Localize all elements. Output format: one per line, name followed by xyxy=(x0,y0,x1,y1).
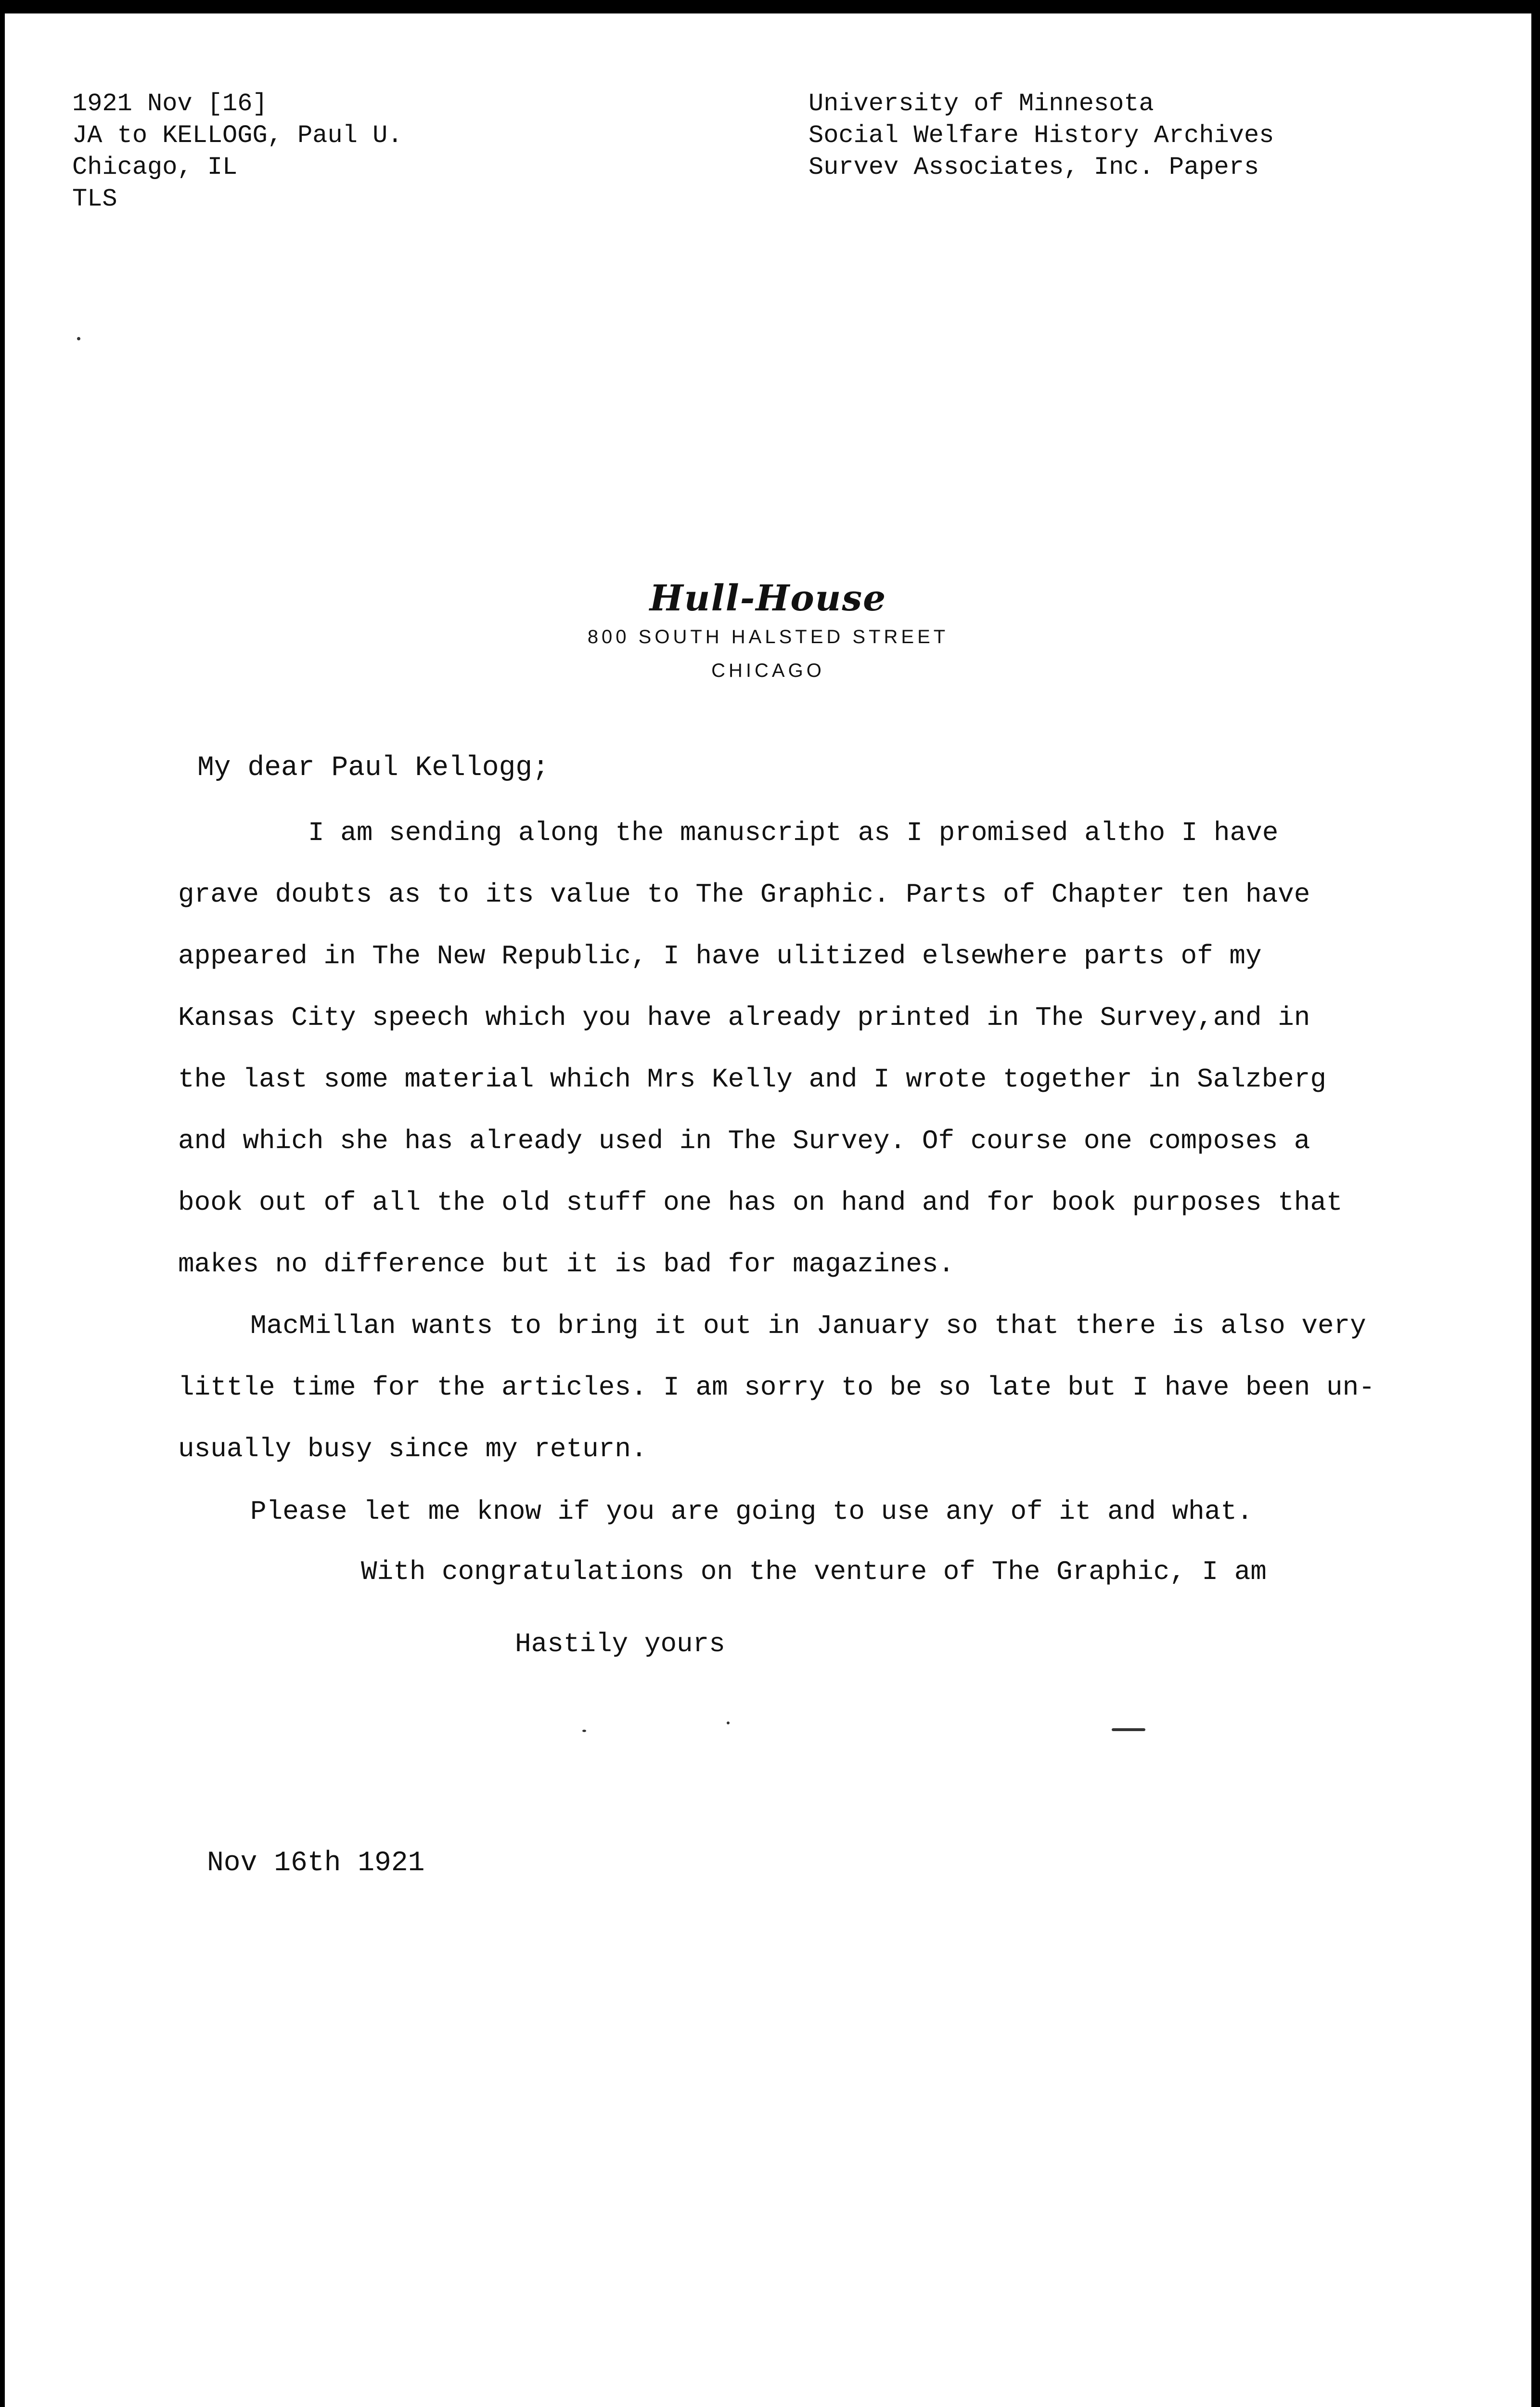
salutation: My dear Paul Kellogg; xyxy=(197,752,549,784)
body-line: MacMillan wants to bring it out in January so that there is also very xyxy=(250,1310,1366,1341)
archive-place: Chicago, IL xyxy=(72,153,238,181)
body-line: and which she has already used in The Survey. Of course one composes a xyxy=(178,1126,1310,1156)
repository-line-2: Social Welfare History Archives xyxy=(808,121,1274,150)
body-line: book out of all the old stuff one has on hand and for book purposes that xyxy=(178,1187,1343,1218)
body-line: Please let me know if you are going to use any of it and what. xyxy=(250,1496,1253,1527)
repository-line-3: Survev Associates, Inc. Papers xyxy=(808,153,1259,181)
body-line: the last some material which Mrs Kelly and I wrote together in Salzberg xyxy=(178,1064,1326,1095)
body-line: makes no difference but it is bad for magazines. xyxy=(178,1249,955,1280)
letter-page xyxy=(5,13,1531,2407)
letterhead-name: Hull-House xyxy=(649,578,887,619)
paper-speck xyxy=(1112,1728,1145,1731)
body-line: appeared in The New Republic, I have ulitized elsewhere parts of my xyxy=(178,941,1262,971)
repository-line-1: University of Minnesota xyxy=(808,90,1154,118)
letter-date: Nov 16th 1921 xyxy=(207,1848,425,1879)
archive-date: 1921 Nov [16] xyxy=(72,90,268,118)
letterhead-city: CHICAGO xyxy=(711,660,825,681)
paper-speck xyxy=(582,1730,586,1732)
body-line: I am sending along the manuscript as I promised altho I have xyxy=(308,817,1279,848)
body-line: With congratulations on the venture of The Graphic, I am xyxy=(361,1556,1267,1587)
archive-correspondents: JA to KELLOGG, Paul U. xyxy=(72,121,403,150)
body-line: little time for the articles. I am sorry to be so late but I have been un- xyxy=(178,1372,1375,1403)
paper-speck xyxy=(727,1721,730,1724)
letterhead-street: 800 SOUTH HALSTED STREET xyxy=(587,626,949,647)
repository-info xyxy=(808,88,1274,183)
body-line: grave doubts as to its value to The Graphic. Parts of Chapter ten have xyxy=(178,879,1310,910)
letterhead xyxy=(5,577,1531,687)
body-line: Kansas City speech which you have already printed in The Survey,and in xyxy=(178,1002,1310,1033)
paper-speck xyxy=(77,337,80,340)
closing: Hastily yours xyxy=(515,1629,725,1659)
archive-metadata xyxy=(72,88,403,215)
body-line: usually busy since my return. xyxy=(178,1434,647,1464)
archive-doc-type: TLS xyxy=(72,185,117,213)
